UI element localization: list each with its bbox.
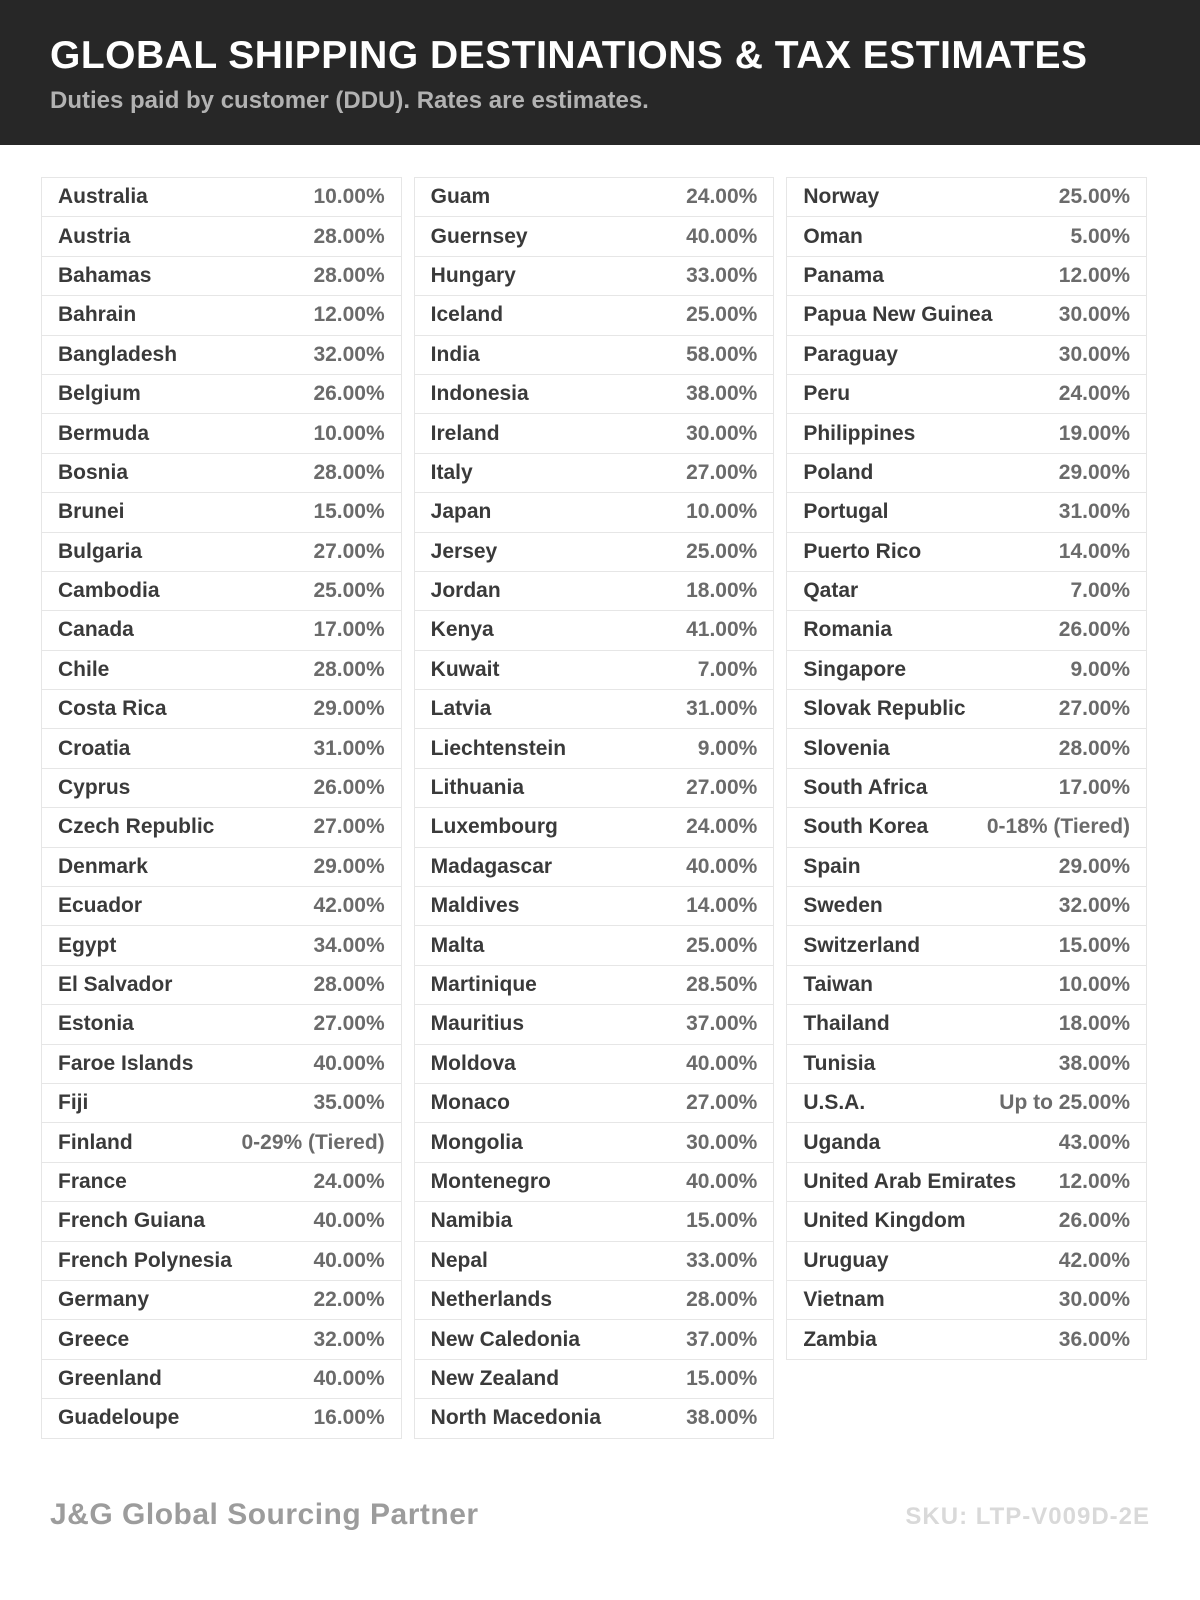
tax-rate: 30.00% [1058, 342, 1131, 366]
tax-rate: 35.00% [313, 1091, 385, 1115]
country-name: Sweden [803, 894, 883, 918]
table-row [42, 1123, 401, 1162]
tax-rate: 41.00% [686, 618, 758, 642]
table-row [787, 454, 1146, 493]
table-row [415, 1123, 774, 1162]
table-row [787, 1123, 1146, 1162]
tax-rate: 26.00% [313, 776, 385, 800]
country-name: Lithuania [430, 776, 525, 800]
table-row [415, 217, 774, 256]
country-name: Jordan [430, 579, 501, 603]
table-row [787, 926, 1146, 965]
tax-rate: 22.00% [313, 1288, 385, 1312]
country-name: Indonesia [430, 382, 529, 406]
country-name: Peru [803, 382, 851, 406]
table-row [42, 611, 401, 650]
country-name: Latvia [430, 697, 492, 721]
tax-rate: 37.00% [686, 1327, 758, 1351]
country-name: Paraguay [803, 342, 898, 366]
country-name: Portugal [803, 500, 889, 524]
country-name: Guam [430, 185, 491, 209]
page-subtitle: Duties paid by customer (DDU). Rates are estimates. [50, 87, 649, 114]
tax-rate: 15.00% [686, 1209, 758, 1233]
tax-rate: 27.00% [313, 1012, 385, 1036]
tax-rate: 29.00% [313, 697, 385, 721]
tax-rate: 12.00% [313, 303, 385, 327]
country-name: Cambodia [58, 579, 160, 603]
country-name: Guernsey [430, 224, 528, 248]
tax-rate: 28.50% [686, 973, 758, 996]
country-name: New Zealand [430, 1366, 560, 1390]
tax-rate: 42.00% [1058, 1248, 1131, 1272]
country-name: Kuwait [430, 657, 500, 681]
tax-rate: 40.00% [313, 1248, 385, 1272]
country-name: Monaco [430, 1091, 511, 1115]
country-name: Oman [803, 224, 863, 248]
table-row [415, 414, 774, 453]
table-row [415, 611, 774, 650]
country-name: Uganda [803, 1130, 881, 1154]
table-row [415, 1360, 774, 1399]
tax-rate: 15.00% [686, 1366, 758, 1390]
table-row [415, 926, 774, 965]
table-row [42, 1005, 401, 1044]
table-row [415, 257, 774, 296]
tax-rate: 33.00% [686, 1248, 758, 1272]
tax-rate: 40.00% [313, 1051, 385, 1075]
tax-rate: 7.00% [1070, 579, 1131, 603]
country-name: Croatia [58, 736, 131, 760]
country-name: Thailand [803, 1012, 890, 1036]
page-header [0, 0, 1200, 145]
table-row [415, 1281, 774, 1320]
country-name: Spain [803, 854, 861, 878]
country-name: Kenya [430, 618, 494, 642]
tax-rate: 25.00% [686, 933, 758, 957]
country-name: United Arab Emirates [803, 1169, 1017, 1193]
page-footer [0, 1498, 1200, 1532]
tax-rate: 24.00% [686, 185, 758, 209]
country-name: Finland [58, 1130, 133, 1154]
tax-rate: 18.00% [686, 579, 758, 603]
country-name: Taiwan [803, 973, 873, 996]
table-row [787, 572, 1146, 611]
tax-rate: 40.00% [313, 1209, 385, 1233]
table-row [787, 1163, 1146, 1202]
country-name: Germany [58, 1288, 150, 1312]
tax-rate: 25.00% [1058, 185, 1131, 209]
tax-rate: 15.00% [313, 500, 385, 524]
table-row [787, 1320, 1146, 1359]
table-row [787, 533, 1146, 572]
country-name: India [430, 342, 480, 366]
table-row [787, 1202, 1146, 1241]
table-row [42, 1281, 401, 1320]
tax-rate: 14.00% [1058, 539, 1131, 563]
tax-rate: 17.00% [313, 618, 385, 642]
table-row [42, 217, 401, 256]
country-name: Martinique [430, 973, 537, 996]
tax-rate: 26.00% [1058, 1209, 1131, 1233]
table-row [42, 729, 401, 768]
table-row [787, 1045, 1146, 1084]
country-name: Luxembourg [430, 815, 558, 839]
tax-rate: 28.00% [313, 224, 385, 248]
tax-rate: 29.00% [1058, 460, 1131, 484]
rates-column [41, 177, 402, 1439]
table-row [42, 375, 401, 414]
tax-rate: 40.00% [686, 854, 758, 878]
table-row [42, 178, 401, 217]
tax-rate: 38.00% [686, 382, 758, 406]
tax-rate: 0-18% (Tiered) [986, 815, 1131, 839]
country-name: Ireland [430, 421, 500, 445]
table-row [787, 848, 1146, 887]
table-row [787, 296, 1146, 335]
country-name: Uruguay [803, 1248, 889, 1272]
country-name: Ecuador [58, 894, 143, 918]
table-row [787, 1005, 1146, 1044]
table-row [415, 729, 774, 768]
table-row [415, 1045, 774, 1084]
table-row [415, 887, 774, 926]
country-name: Slovenia [803, 736, 890, 760]
tax-rate: 9.00% [1070, 657, 1131, 681]
tax-rate: 27.00% [686, 460, 758, 484]
tax-rate: 17.00% [1058, 776, 1131, 800]
country-name: Netherlands [430, 1288, 553, 1312]
table-row [787, 217, 1146, 256]
table-row [787, 651, 1146, 690]
table-row [42, 257, 401, 296]
table-row [787, 690, 1146, 729]
table-row [415, 690, 774, 729]
country-name: Chile [58, 657, 110, 681]
tax-rate: 31.00% [313, 736, 385, 760]
tax-rate: 40.00% [313, 1366, 385, 1390]
country-name: Greece [58, 1327, 130, 1351]
tax-rate: 24.00% [313, 1169, 385, 1193]
country-name: Maldives [430, 894, 520, 918]
table-row [42, 966, 401, 1005]
table-row [787, 178, 1146, 217]
country-name: Singapore [803, 657, 907, 681]
country-name: Madagascar [430, 854, 553, 878]
tax-rate: 25.00% [686, 539, 758, 563]
country-name: South Africa [803, 776, 928, 800]
country-name: Bosnia [58, 460, 129, 484]
table-row [415, 533, 774, 572]
tax-rate: 28.00% [313, 657, 385, 681]
table-row [42, 848, 401, 887]
country-name: Qatar [803, 579, 859, 603]
tax-rate: 10.00% [686, 500, 758, 524]
table-row [415, 769, 774, 808]
table-row [415, 178, 774, 217]
tax-rate: 38.00% [686, 1406, 758, 1430]
table-row [42, 690, 401, 729]
tax-rate: 33.00% [686, 263, 758, 287]
tax-rate: 43.00% [1058, 1130, 1131, 1154]
tax-rate: 37.00% [686, 1012, 758, 1036]
country-name: Panama [803, 263, 884, 287]
tax-rate: 28.00% [313, 973, 385, 996]
country-name: Switzerland [803, 933, 921, 957]
country-name: Greenland [58, 1366, 162, 1390]
table-row [787, 1084, 1146, 1123]
table-row [415, 1399, 774, 1438]
country-name: French Polynesia [58, 1248, 232, 1272]
tax-rate: 42.00% [313, 894, 385, 918]
table-row [787, 414, 1146, 453]
tax-rate: 29.00% [313, 854, 385, 878]
tax-rate: 25.00% [313, 579, 385, 603]
table-row [415, 572, 774, 611]
tax-rate: 24.00% [686, 815, 758, 839]
table-row [415, 808, 774, 847]
country-name: Canada [58, 618, 134, 642]
table-row [787, 375, 1146, 414]
table-row [42, 414, 401, 453]
tax-rate: 40.00% [686, 1169, 758, 1193]
tax-rate: 16.00% [313, 1406, 385, 1430]
table-row [42, 336, 401, 375]
tax-rate: 25.00% [686, 303, 758, 327]
table-row [415, 336, 774, 375]
table-row [415, 1202, 774, 1241]
tax-rates-table [41, 177, 1147, 1439]
country-name: Vietnam [803, 1288, 885, 1312]
table-row [415, 966, 774, 1005]
tax-rate: 0-29% (Tiered) [241, 1130, 385, 1154]
tax-rate: 5.00% [1070, 224, 1131, 248]
table-row [42, 1399, 401, 1438]
table-row [415, 375, 774, 414]
country-name: Guadeloupe [58, 1406, 180, 1430]
tax-rate: 24.00% [1058, 382, 1131, 406]
tax-rate: 34.00% [313, 933, 385, 957]
table-row [42, 1360, 401, 1399]
table-row [42, 769, 401, 808]
table-row [415, 1084, 774, 1123]
tax-rate: 30.00% [686, 1130, 758, 1154]
table-row [42, 296, 401, 335]
country-name: Liechtenstein [430, 736, 567, 760]
table-row [787, 493, 1146, 532]
tax-rate: 26.00% [313, 382, 385, 406]
country-name: Bermuda [58, 421, 150, 445]
table-row [787, 966, 1146, 1005]
tax-rate: 31.00% [686, 697, 758, 721]
table-row [787, 887, 1146, 926]
sku-label: SKU: LTP-V009D-2E [905, 1503, 1150, 1530]
country-name: Norway [803, 185, 880, 209]
tax-rate: 28.00% [313, 263, 385, 287]
table-row [787, 769, 1146, 808]
tax-rate: 58.00% [686, 342, 758, 366]
country-name: Poland [803, 460, 874, 484]
tax-rate: 28.00% [686, 1288, 758, 1312]
tax-rate: 27.00% [313, 539, 385, 563]
country-name: Denmark [58, 854, 148, 878]
country-name: Romania [803, 618, 893, 642]
country-name: Austria [58, 224, 131, 248]
tax-rate: 19.00% [1058, 421, 1131, 445]
rates-column [414, 177, 775, 1439]
tax-rate: 27.00% [686, 1091, 758, 1115]
table-row [42, 1202, 401, 1241]
country-name: Moldova [430, 1051, 516, 1075]
country-name: Bahamas [58, 263, 152, 287]
table-row [415, 1320, 774, 1359]
tax-rate: 27.00% [686, 776, 758, 800]
country-name: Hungary [430, 263, 516, 287]
country-name: Cyprus [58, 776, 131, 800]
table-row [787, 336, 1146, 375]
tax-rate: 18.00% [1058, 1012, 1131, 1036]
country-name: Bangladesh [58, 342, 178, 366]
tax-rate: 7.00% [697, 657, 758, 681]
country-name: Slovak Republic [803, 697, 966, 721]
tax-rate: 10.00% [313, 185, 385, 209]
country-name: Brunei [58, 500, 125, 524]
country-name: Egypt [58, 933, 117, 957]
country-name: Namibia [430, 1209, 513, 1233]
country-name: Nepal [430, 1248, 488, 1272]
table-row [42, 1242, 401, 1281]
table-row [415, 454, 774, 493]
country-name: Costa Rica [58, 697, 167, 721]
country-name: Mauritius [430, 1012, 525, 1036]
table-row [42, 808, 401, 847]
country-name: Iceland [430, 303, 504, 327]
country-name: South Korea [803, 815, 929, 839]
table-row [42, 651, 401, 690]
table-row [787, 729, 1146, 768]
country-name: Tunisia [803, 1051, 876, 1075]
country-name: Mongolia [430, 1130, 523, 1154]
table-row [42, 887, 401, 926]
tax-rate: 31.00% [1058, 500, 1131, 524]
table-row [787, 257, 1146, 296]
page-title: GLOBAL SHIPPING DESTINATIONS & TAX ESTIMATES [50, 34, 1088, 77]
table-row [42, 1320, 401, 1359]
country-name: Fiji [58, 1091, 89, 1115]
table-row [787, 611, 1146, 650]
tax-rate: 30.00% [1058, 303, 1131, 327]
country-name: El Salvador [58, 973, 173, 996]
country-name: Jersey [430, 539, 498, 563]
brand-name: J&G Global Sourcing Partner [50, 1498, 479, 1531]
country-name: Bulgaria [58, 539, 143, 563]
tax-rate: 36.00% [1058, 1327, 1131, 1351]
table-row [787, 808, 1146, 847]
table-row [42, 533, 401, 572]
table-row [415, 296, 774, 335]
table-row [415, 1242, 774, 1281]
country-name: Bahrain [58, 303, 137, 327]
tax-rate: 32.00% [313, 1327, 385, 1351]
tax-rate: 10.00% [313, 421, 385, 445]
rates-column [786, 177, 1147, 1360]
country-name: Japan [430, 500, 492, 524]
country-name: Italy [430, 460, 473, 484]
country-name: Estonia [58, 1012, 134, 1036]
tax-rate: 28.00% [1058, 736, 1131, 760]
tax-rate: 32.00% [313, 342, 385, 366]
country-name: New Caledonia [430, 1327, 581, 1351]
table-row [415, 848, 774, 887]
table-row [42, 1045, 401, 1084]
tax-rate: 30.00% [686, 421, 758, 445]
country-name: U.S.A. [803, 1091, 866, 1115]
tax-rate: 26.00% [1058, 618, 1131, 642]
table-row [42, 454, 401, 493]
country-name: Philippines [803, 421, 916, 445]
table-row [415, 1005, 774, 1044]
country-name: French Guiana [58, 1209, 206, 1233]
country-name: France [58, 1169, 127, 1193]
country-name: Malta [430, 933, 485, 957]
tax-rate: 28.00% [313, 460, 385, 484]
tax-rate: 40.00% [686, 224, 758, 248]
table-row [787, 1242, 1146, 1281]
tax-rate: 9.00% [697, 736, 758, 760]
tax-rate: 14.00% [686, 894, 758, 918]
table-row [42, 493, 401, 532]
country-name: Belgium [58, 382, 141, 406]
table-row [42, 1163, 401, 1202]
country-name: North Macedonia [430, 1406, 602, 1430]
country-name: Montenegro [430, 1169, 551, 1193]
country-name: Papua New Guinea [803, 303, 993, 327]
country-name: Puerto Rico [803, 539, 922, 563]
table-row [42, 1084, 401, 1123]
table-row [42, 572, 401, 611]
country-name: United Kingdom [803, 1209, 966, 1233]
table-row [415, 651, 774, 690]
tax-rate: 38.00% [1058, 1051, 1131, 1075]
tax-rate: 27.00% [313, 815, 385, 839]
tax-rate: 27.00% [1058, 697, 1131, 721]
tax-rate: 32.00% [1058, 894, 1131, 918]
tax-rate: 12.00% [1058, 1169, 1131, 1193]
table-row [415, 493, 774, 532]
tax-rate: 10.00% [1058, 973, 1131, 996]
country-name: Faroe Islands [58, 1051, 194, 1075]
country-name: Australia [58, 185, 148, 209]
table-row [415, 1163, 774, 1202]
country-name: Zambia [803, 1327, 877, 1351]
tax-rate: 30.00% [1058, 1288, 1131, 1312]
tax-rate: 29.00% [1058, 854, 1131, 878]
table-row [787, 1281, 1146, 1320]
country-name: Czech Republic [58, 815, 215, 839]
tax-rate: Up to 25.00% [999, 1091, 1131, 1115]
table-row [42, 926, 401, 965]
tax-rate: 12.00% [1058, 263, 1131, 287]
tax-rate: 40.00% [686, 1051, 758, 1075]
tax-rate: 15.00% [1058, 933, 1131, 957]
